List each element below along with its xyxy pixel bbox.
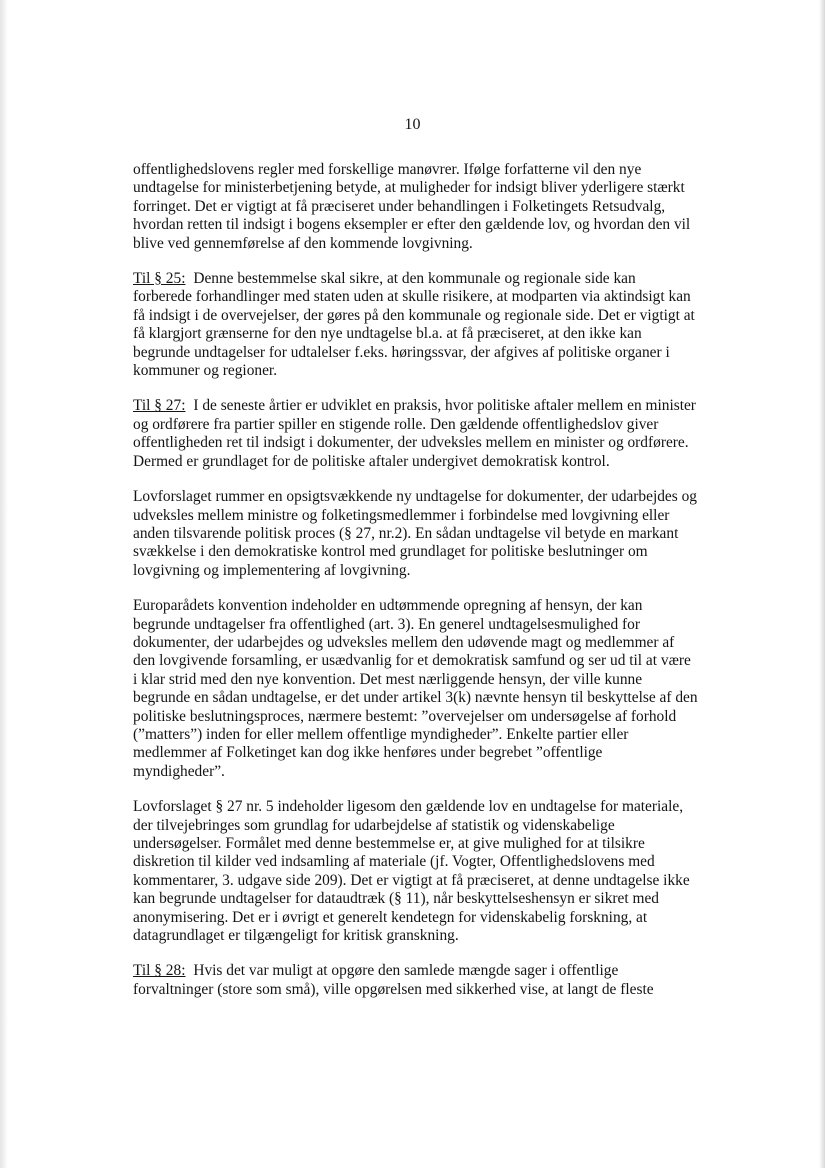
paragraph-text: Lovforslaget § 27 nr. 5 indeholder ligesom den gældende lov en undtagelse for materiale, der tilvejebringes som grundlag for udarbejdelse af statistik og videnskabelige undersøgelser. Formålet med denne bestemmelse er, at give mulighed for at tilsikre diskretion til kilder ved indsamling af materiale (jf. Vogter, Offentlighedslovens med kommentarer, 3. udgave side 209). Det er vigtigt at få præciseret, at denne undtagelse ikke kan begrunde undtagelser for dataudtræk (§ 11), når beskyttelseshensyn er sikret med anonymisering. Det er i øvrigt et generelt kendetegn for videnskabelig forskning, at datagrundlaget er tilgængeligt for kritisk granskning. <box>133 798 690 945</box>
paragraph <box>133 397 698 471</box>
paragraph-text: Lovforslaget rummer en opsigtsvækkende ny undtagelse for dokumenter, der udarbejdes og udveksles mellem ministre og folketingsmedlemmer i forbindelse med lovgivning eller anden tilsvarende politisk proces (§ 27, nr.2). En sådan undtagelse vil betyde en markant svækkelse i den demokratiske kontrol med grundlaget for politiske beslutninger om lovgivning og implementering af lovgivning. <box>133 488 697 579</box>
paragraph <box>133 270 698 380</box>
section-reference: Til § 28: <box>133 962 186 980</box>
section-reference: Til § 25: <box>133 270 186 288</box>
paragraph-text: I de seneste årtier er udviklet en praksis, hvor politiske aftaler mellem en minister og ordførere fra partier spiller en stigende rolle. Den gældende offentlighedslov giver offentligheden ret til indsigt i dokumenter, der udveksles mellem en minister og ordførere. Dermed er grundlaget for de politiske aftaler undergivet demokratisk kontrol. <box>133 397 696 470</box>
scan-edge-left <box>0 0 8 1168</box>
scan-edge-right <box>819 0 825 1168</box>
page-number: 10 <box>404 116 421 133</box>
paragraph-text: Denne bestemmelse skal sikre, at den kommunale og regionale side kan forberede forhandlinger med staten uden at skulle risikere, at modparten via aktindsigt kan få indsigt i de overvejelser, der gøres på den kommunale og regionale side. Det er vigtigt at få klargjort grænserne for den nye undtagelse bl.a. at få præciseret, at den ikke kan begrunde undtagelser for udtalelser f.eks. høringssvar, der afgives af politiske organer i kommuner og regioner. <box>133 270 695 380</box>
section-reference: Til § 27: <box>133 397 186 415</box>
paragraph-text: Europarådets konvention indeholder en udtømmende opregning af hensyn, der kan begrunde undtagelser fra offentlighed (art. 3). En generel undtagelsesmulighed for dokumenter, der udarbejdes og udveksles mellem den udøvende magt og medlemmer af den lovgivende forsamling, er usædvanlig for et demokratisk samfund og ser ud til at være i klar strid med den nye konvention. Det mest nærliggende hensyn, der ville kunne begrunde en sådan undtagelse, er det under artikel 3(k) nævnte hensyn til beskyttelse af den politiske beslutningsproces, nærmere bestemt: ”overvejelser om undersøgelse af forhold (”matters”) inden for eller mellem offentlige myndigheder”. Enkelte partier eller medlemmer af Folketinget kan dog ikke henføres under begrebet ”offentlige myndigheder”. <box>133 597 698 780</box>
paragraph <box>133 161 698 253</box>
paragraph <box>133 962 698 999</box>
paragraph <box>133 597 698 781</box>
paragraph <box>133 798 698 945</box>
body-text <box>133 161 698 1016</box>
paragraph <box>133 488 698 580</box>
paragraph-text: Hvis det var muligt at opgøre den samlede mængde sager i offentlige forvaltninger (store som små), ville opgørelsen med sikkerhed vise, at langt de fleste <box>133 962 654 998</box>
paragraph-text: offentlighedslovens regler med forskellige manøvrer. Ifølge forfatterne vil den nye undtagelse for ministerbetjening betyde, at muligheder for indsigt bliver yderligere stærkt forringet. Det er vigtigt at få præciseret under behandlingen i Folketingets Retsudvalg, hvordan retten til indsigt i bogens eksempler er efter den gældende lov, og hvordan den vil blive ved gennemførelse af den kommende lovgivning. <box>133 161 691 252</box>
